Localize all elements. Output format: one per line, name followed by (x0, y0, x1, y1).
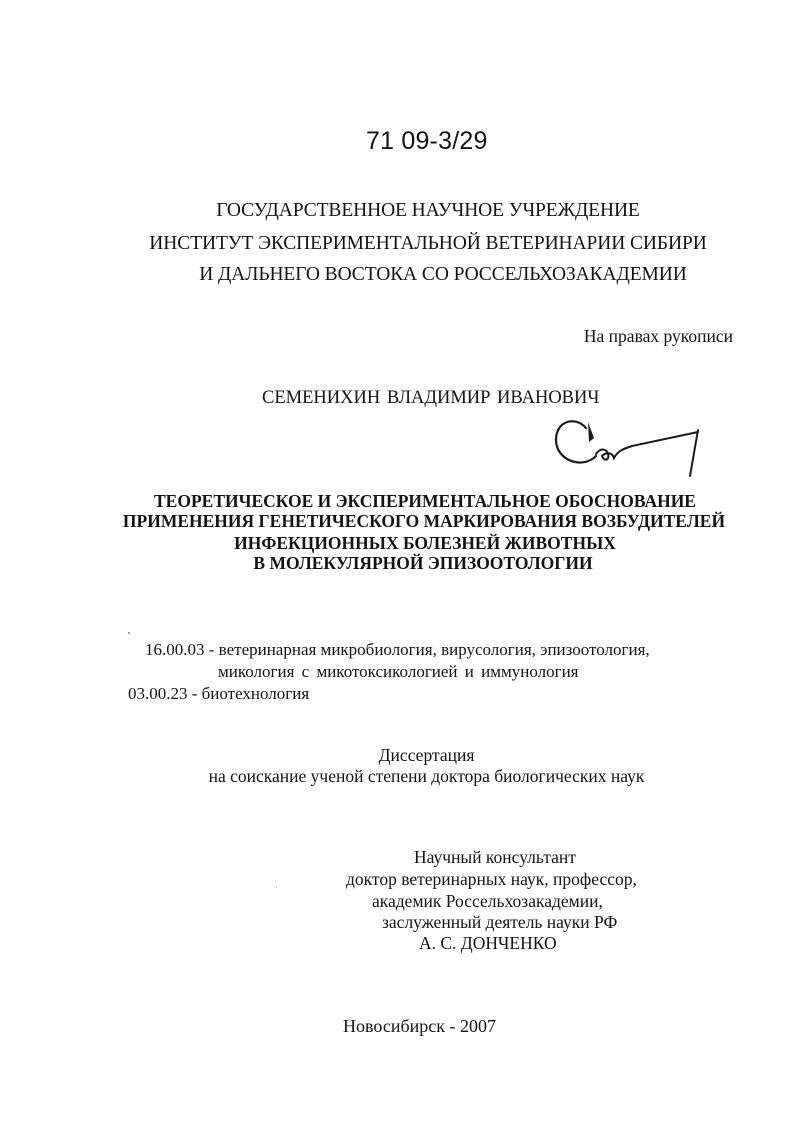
consultant-heading: Научный консультант (414, 847, 576, 867)
dissertation-label: Диссертация (378, 745, 475, 765)
consultant-degree: доктор ветеринарных наук, профессор, (346, 869, 637, 889)
consultant-honor: заслуженный деятель науки РФ (382, 912, 618, 932)
author-name: СЕМЕНИХИН ВЛАДИМИР ИВАНОВИЧ (262, 388, 600, 408)
consultant-academy: академик Россельхозакадемии, (372, 891, 603, 911)
manuscript-rights-note: На правах рукописи (583, 326, 733, 346)
specialty-line-3: 03.00.23 - биотехнология (128, 684, 310, 703)
consultant-name: А. С. ДОНЧЕНКО (419, 933, 557, 953)
institution-line-3: И ДАЛЬНЕГО ВОСТОКА СО РОССЕЛЬХОЗАКАДЕМИИ (199, 264, 687, 285)
thesis-title-line-4: В МОЛЕКУЛЯРНОЙ ЭПИЗООТОЛОГИИ (253, 553, 593, 573)
thesis-title-line-3: ИНФЕКЦИОННЫХ БОЛЕЗНЕЙ ЖИВОТНЫХ (234, 533, 616, 553)
thesis-title-line-2: ПРИМЕНЕНИЯ ГЕНЕТИЧЕСКОГО МАРКИРОВАНИЯ ВОЗБУДИТЕЛЕЙ (122, 511, 726, 531)
institution-line-2: ИНСТИТУТ ЭКСПЕРИМЕНТАЛЬНОЙ ВЕТЕРИНАРИИ СИБИРИ (149, 233, 707, 254)
institution-line-1: ГОСУДАРСТВЕННОЕ НАУЧНОЕ УЧРЕЖДЕНИЕ (216, 200, 640, 221)
author-signature (548, 408, 708, 488)
specialty-line-2: микология с микотоксикологией и иммунология (218, 662, 579, 681)
scan-speck (276, 887, 277, 888)
thesis-title-line-1: ТЕОРЕТИЧЕСКОЕ И ЭКСПЕРИМЕНТАЛЬНОЕ ОБОСНОВАНИЕ (154, 491, 696, 511)
scan-speck (128, 632, 130, 634)
degree-statement: на соискание ученой степени доктора биологических наук (208, 766, 645, 786)
registry-code: 71 09-3/29 (366, 127, 488, 155)
city-year: Новосибирск - 2007 (343, 1016, 496, 1036)
specialty-line-1: 16.00.03 - ветеринарная микробиология, вирусология, эпизоотология, (145, 640, 650, 659)
